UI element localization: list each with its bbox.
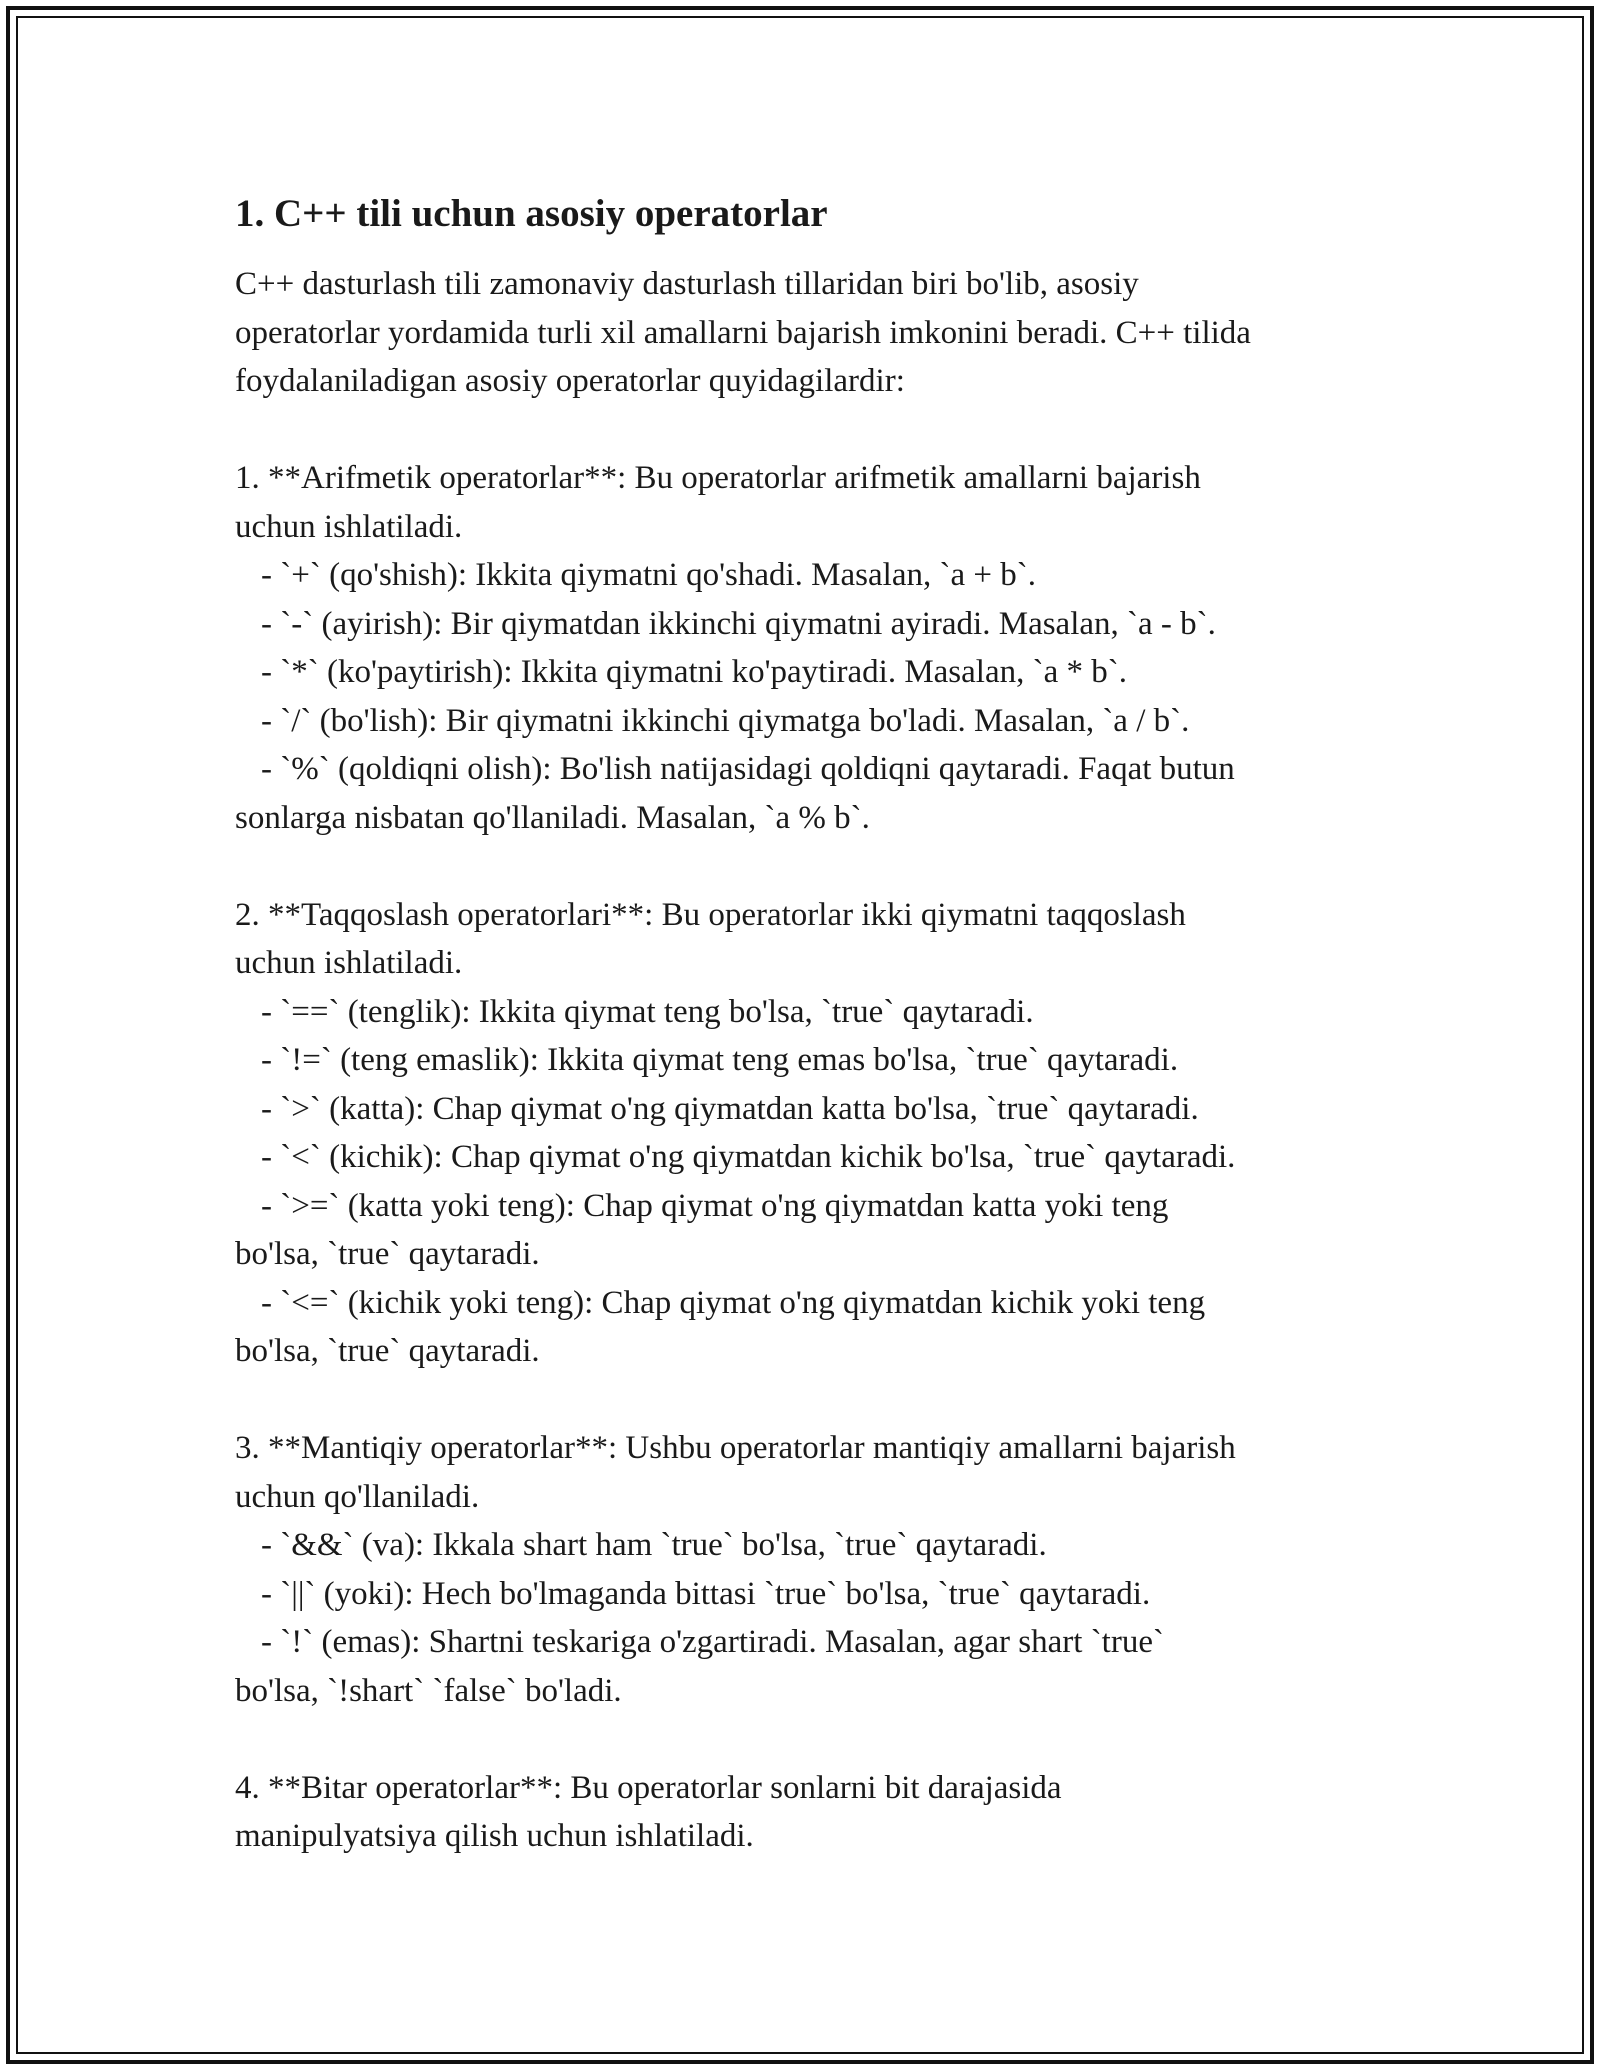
- list-item-continuation: bo'lsa, `!shart` `false` bo'ladi.: [235, 1672, 622, 1709]
- list-item: - `!` (emas): Shartni teskariga o'zgartiradi. Masalan, agar shart `true`: [261, 1624, 1164, 1660]
- intro-paragraph: [235, 260, 1395, 406]
- document-body: [235, 188, 1395, 1861]
- list-item: - `/` (bo'lish): Bir qiymatni ikkinchi qiymatga bo'ladi. Masalan, `a / b`.: [261, 702, 1190, 739]
- section-title-line: 1. **Arifmetik operatorlar**: Bu operatorlar arifmetik amallarni bajarish: [235, 460, 1201, 496]
- list-item: - `!=` (teng emaslik): Ikkita qiymat teng emas bo'lsa, `true` qaytaradi.: [261, 1042, 1179, 1078]
- section-arithmetic: [235, 454, 1395, 842]
- list-item: - `*` (ko'paytirish): Ikkita qiymatni ko'paytiradi. Masalan, `a * b`.: [261, 654, 1127, 690]
- list-item: - `&&` (va): Ikkala shart ham `true` bo'lsa, `true` qaytaradi.: [261, 1527, 1047, 1563]
- list-item: - `==` (tenglik): Ikkita qiymat teng bo'lsa, `true` qaytaradi.: [261, 993, 1034, 1030]
- list-item-continuation: bo'lsa, `true` qaytaradi.: [235, 1333, 540, 1369]
- list-item: - `||` (yoki): Hech bo'lmaganda bittasi `true` bo'lsa, `true` qaytaradi.: [261, 1575, 1151, 1612]
- list-item: - `<=` (kichik yoki teng): Chap qiymat o'ng qiymatdan kichik yoki teng: [261, 1284, 1206, 1321]
- section-logical: [235, 1424, 1395, 1715]
- intro-line: operatorlar yordamida turli xil amallarni bajarish imkonini beradi. C++ tilida: [235, 314, 1251, 351]
- section-title-line: uchun ishlatiladi.: [235, 508, 463, 545]
- section-title-line: 4. **Bitar operatorlar**: Bu operatorlar sonlarni bit darajasida: [235, 1769, 1062, 1806]
- intro-line: foydalaniladigan asosiy operatorlar quyidagilardir:: [235, 363, 905, 399]
- list-item: - `%` (qoldiqni olish): Bo'lish natijasidagi qoldiqni qaytaradi. Faqat butun: [261, 751, 1235, 787]
- section-comparison: [235, 891, 1395, 1376]
- list-item-continuation: sonlarga nisbatan qo'llaniladi. Masalan, `a % b`.: [235, 799, 870, 836]
- list-item: - `<` (kichik): Chap qiymat o'ng qiymatdan kichik bo'lsa, `true` qaytaradi.: [261, 1139, 1236, 1175]
- section-bitwise: [235, 1764, 1395, 1861]
- section-title-line: 2. **Taqqoslash operatorlari**: Bu operatorlar ikki qiymatni taqqoslash: [235, 896, 1186, 933]
- list-item: - `>=` (katta yoki teng): Chap qiymat o'ng qiymatdan katta yoki teng: [261, 1187, 1169, 1224]
- list-item: - `>` (katta): Chap qiymat o'ng qiymatdan katta bo'lsa, `true` qaytaradi.: [261, 1090, 1199, 1127]
- list-item: - `-` (ayirish): Bir qiymatdan ikkinchi qiymatni ayiradi. Masalan, `a - b`.: [261, 605, 1216, 642]
- section-title-line: uchun qo'llaniladi.: [235, 1478, 480, 1515]
- section-title-line: manipulyatsiya qilish uchun ishlatiladi.: [235, 1818, 754, 1854]
- list-item: - `+` (qo'shish): Ikkita qiymatni qo'shadi. Masalan, `a + b`.: [261, 557, 1036, 593]
- section-title-line: uchun ishlatiladi.: [235, 945, 463, 981]
- list-item-continuation: bo'lsa, `true` qaytaradi.: [235, 1236, 540, 1272]
- intro-line: C++ dasturlash tili zamonaviy dasturlash tillaridan biri bo'lib, asosiy: [235, 266, 1139, 302]
- section-title-line: 3. **Mantiqiy operatorlar**: Ushbu operatorlar mantiqiy amallarni bajarish: [235, 1430, 1236, 1466]
- document-heading: 1. C++ tili uchun asosiy operatorlar: [235, 192, 828, 235]
